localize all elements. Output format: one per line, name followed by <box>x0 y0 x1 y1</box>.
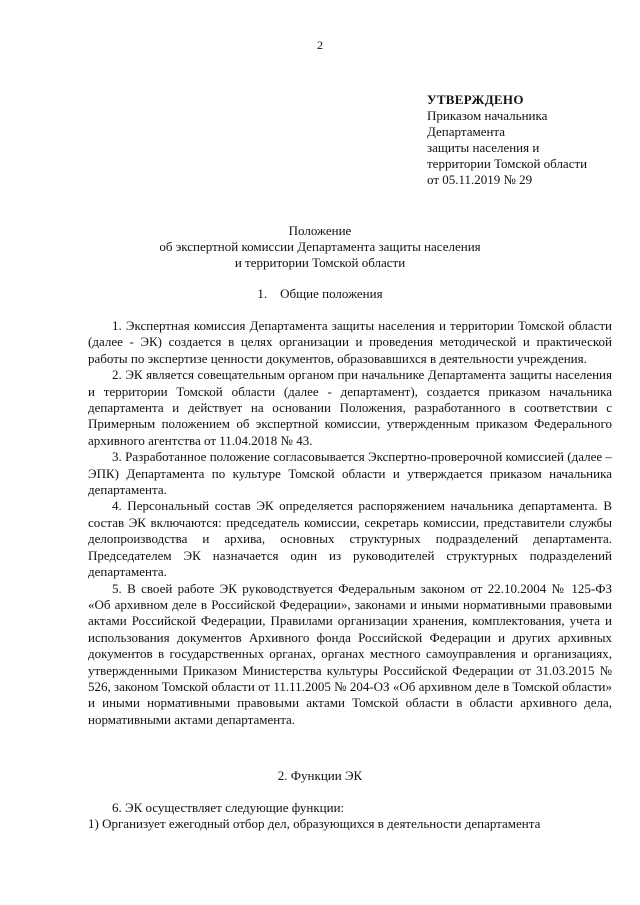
title-line: и территории Томской области <box>234 255 406 270</box>
paragraph: 5. В своей работе ЭК руководствуется Федеральным законом от 22.10.2004 № 125-ФЗ «Об архивном деле в Российской Федерации», законами и иными нормативными правовыми актами Российской Федерации, Правилами организации хранения, комплектования, учета и использования документов Архивного фонда Российской Федерации и других архивных документов в государственных органах, органах местного самоуправления и организациях, утвержденными Приказом Министерства культуры Российской Федерации от 31.03.2015 № 526, законом Томской области от 11.11.2005 № 204-ОЗ «Об архивном деле в Томской области» и иными нормативными правовыми актами Томской области в области архивного дела, нормативными актами департамента. <box>88 580 612 727</box>
page-number: 2 <box>317 38 323 52</box>
paragraph: 3. Разработанное положение согласовывается Экспертно-проверочной комиссией (далее – ЭПК) Департамента по культуре Томской области и утверждается приказом начальника департамента. <box>88 449 612 498</box>
title-line: Положение <box>288 223 352 238</box>
paragraph: 1) Организует ежегодный отбор дел, образующихся в деятельности департамента <box>88 816 541 832</box>
approval-line: от 05.11.2019 № 29 <box>427 172 533 187</box>
approval-line: защиты населения и <box>427 140 540 155</box>
paragraph: 4. Персональный состав ЭК определяется распоряжением начальника департамента. В состав ЭК включаются: председатель комиссии, секретарь комиссии, представители службы делопроизводства и архива, основных структурных подразделений департамента. Председателем ЭК назначается один из руководителей структурных подразделений департамента. <box>88 498 612 580</box>
paragraph: 2. ЭК является совещательным органом при начальнике Департамента защиты населения и территории Томской области (далее - департамент), создается приказом начальника департамента и действует на основании Положения, разработанного в соответствии с Примерным положением об экспертной комиссии, утвержденным приказом Федерального архивного агентства от 11.04.2018 № 43. <box>88 367 612 448</box>
paragraph: 6. ЭК осуществляет следующие функции: <box>112 800 345 815</box>
document-title <box>0 223 640 271</box>
section-body-functions <box>88 800 612 833</box>
section-body-general <box>88 318 612 728</box>
approval-line: Приказом начальника <box>427 108 548 123</box>
approval-line: территории Томской области <box>427 156 588 171</box>
section-heading-functions: 2. Функции ЭК <box>277 768 363 783</box>
approval-stamp <box>427 92 587 188</box>
approval-heading: УТВЕРЖДЕНО <box>427 92 524 107</box>
approval-line: Департамента <box>427 124 506 139</box>
title-line: об экспертной комиссии Департамента защиты населения <box>159 239 481 254</box>
section-heading-general: 1. Общие положения <box>257 286 383 301</box>
paragraph: 1. Экспертная комиссия Департамента защиты населения и территории Томской области (далее - ЭК) создается в целях организации и проведения методической и практической работы по экспертизе ценности документов, образовавшихся в деятельности учреждения. <box>88 318 612 366</box>
